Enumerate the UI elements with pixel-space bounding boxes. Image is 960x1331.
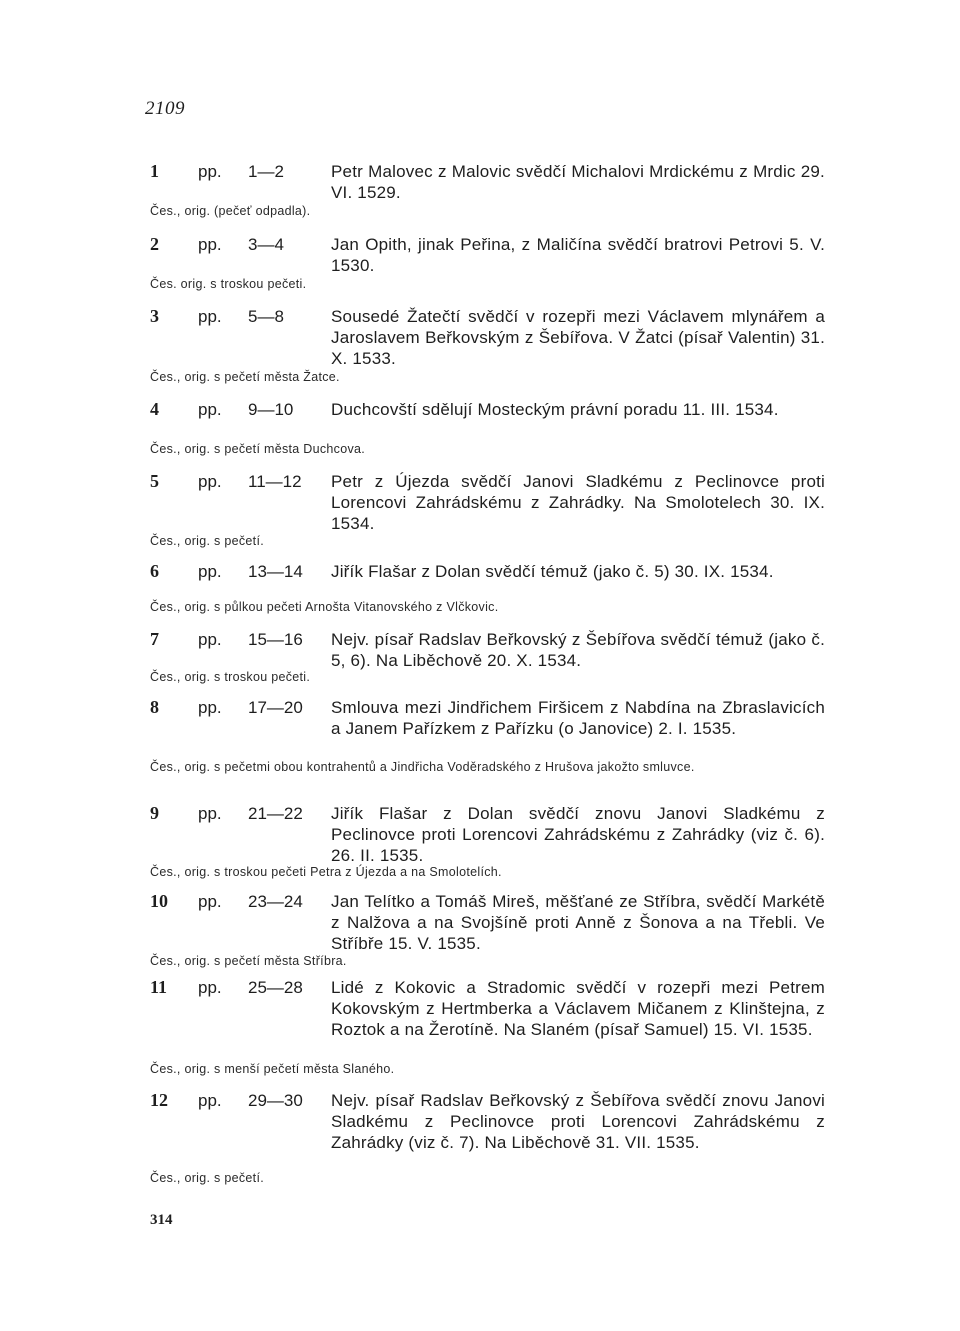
entry-pp-label: pp. (198, 804, 222, 823)
entry-page-range: 29—30 (248, 1091, 303, 1110)
entry-archival-note: Čes., orig. s pečetí. (150, 1171, 264, 1185)
entry-archival-note: Čes. orig. s troskou pečeti. (150, 277, 307, 291)
entry-pp-label: pp. (198, 400, 222, 419)
entry-pp-label: pp. (198, 1091, 222, 1110)
entry-summary: Duchcovští sdělují Mosteckým právní poradu 11. III. 1534. (331, 400, 779, 419)
entry-pp-label: pp. (198, 630, 222, 649)
entry-number: 3 (150, 306, 159, 326)
entry-summary: Petr Malovec z Malovic svědčí Michalovi Mrdickému z Mrdic 29. VI. 1529. (331, 162, 825, 202)
entry-summary: Jan Opith, jinak Peřina, z Maličína svědčí bratrovi Petrovi 5. V. 1530. (331, 235, 825, 275)
entry-summary: Jan Telítko a Tomáš Mireš, měšťané ze Stříbra, svědčí Markétě z Nalžova a na Svojšíně proti Anně z Šonova a na Třebli. Ve Stříbře 15. V. 1535. (331, 892, 825, 953)
page-number-footer: 314 (150, 1212, 173, 1228)
entry-summary: Nejv. písař Radslav Beřkovský z Šebířova svědčí témuž (jako č. 5, 6). Na Liběchově 20. X. 1534. (331, 630, 825, 670)
entry-number: 10 (150, 891, 168, 911)
entry-archival-note: Čes., orig. (pečeť odpadla). (150, 204, 311, 218)
page-number-header: 2109 (145, 98, 185, 119)
entry-archival-note: Čes., orig. s pečetí. (150, 534, 264, 548)
entry-archival-note: Čes., orig. s půlkou pečeti Arnošta Vitanovského z Vlčkovic. (150, 600, 499, 614)
entry-number: 9 (150, 803, 159, 823)
entry-summary: Nejv. písař Radslav Beřkovský z Šebířova svědčí znovu Janovi Sladkému z Peclinovce proti Lorencovi Zahrádskému z Zahrádky (viz č. 7). Na Liběchově 31. VII. 1535. (331, 1091, 825, 1152)
entry-page-range: 9—10 (248, 400, 294, 419)
entry-page-range: 13—14 (248, 562, 303, 581)
entry-number: 12 (150, 1090, 168, 1110)
entry-page-range: 5—8 (248, 307, 284, 326)
entry-summary: Sousedé Žatečtí svědčí v rozepři mezi Václavem mlynářem a Jaroslavem Beřkovským z Šebířova. V Žatci (písař Valentin) 31. X. 1533. (331, 307, 825, 368)
entry-page-range: 15—16 (248, 630, 303, 649)
entry-page-range: 25—28 (248, 978, 303, 997)
entry-pp-label: pp. (198, 307, 222, 326)
entry-summary: Petr z Újezda svědčí Janovi Sladkému z Peclinovce proti Lorencovi Zahrádskému z Zahrádky. Na Smolotelech 30. IX. 1534. (331, 472, 825, 533)
entry-page-range: 21—22 (248, 804, 303, 823)
entry-archival-note: Čes., orig. s menší pečetí města Slaného. (150, 1062, 395, 1076)
entry-pp-label: pp. (198, 698, 222, 717)
entry-number: 5 (150, 471, 159, 491)
entry-pp-label: pp. (198, 235, 222, 254)
entry-archival-note: Čes., orig. s pečetí města Stříbra. (150, 954, 347, 968)
entry-page-range: 17—20 (248, 698, 303, 717)
entry-pp-label: pp. (198, 562, 222, 581)
entry-number: 11 (150, 977, 168, 997)
entry-pp-label: pp. (198, 472, 222, 491)
entry-page-range: 23—24 (248, 892, 303, 911)
entry-page-range: 1—2 (248, 162, 284, 181)
entry-summary: Lidé z Kokovic a Stradomic svědčí v rozepři mezi Petrem Kokovským z Hertmberka a Václavem Mičanem z Klinštejna, z Roztok a na Žerotíně. Na Slaném (písař Samuel) 15. VI. 1535. (331, 978, 825, 1039)
entry-page-range: 3—4 (248, 235, 284, 254)
entry-archival-note: Čes., orig. s troskou pečeti Petra z Újezda a na Smolotelích. (150, 865, 502, 879)
entry-pp-label: pp. (198, 892, 222, 911)
entry-number: 7 (150, 629, 159, 649)
entry-number: 2 (150, 234, 159, 254)
entry-summary: Jiřík Flašar z Dolan svědčí témuž (jako č. 5) 30. IX. 1534. (331, 562, 774, 581)
entry-number: 4 (150, 399, 159, 419)
entry-number: 1 (150, 161, 159, 181)
entry-pp-label: pp. (198, 162, 222, 181)
entry-archival-note: Čes., orig. s pečetí města Duchcova. (150, 442, 366, 456)
entry-archival-note: Čes., orig. s pečetmi obou kontrahentů a Jindřicha Voděradského z Hrušova jakožto smluvce. (150, 760, 695, 774)
entry-archival-note: Čes., orig. s pečetí města Žatce. (150, 370, 340, 384)
entry-summary: Smlouva mezi Jindřichem Firšicem z Nabdína na Zbraslavicích a Janem Pařízkem z Pařízku (o Janovice) 2. I. 1535. (331, 698, 825, 738)
entry-pp-label: pp. (198, 978, 222, 997)
entry-summary: Jiřík Flašar z Dolan svědčí znovu Janovi Sladkému z Peclinovce proti Lorencovi Zahrádskému z Zahrádky (viz č. 6). 26. II. 1535. (331, 804, 825, 865)
entry-page-range: 11—12 (248, 472, 302, 491)
entry-archival-note: Čes., orig. s troskou pečeti. (150, 670, 311, 684)
entry-number: 6 (150, 561, 159, 581)
entry-number: 8 (150, 697, 159, 717)
